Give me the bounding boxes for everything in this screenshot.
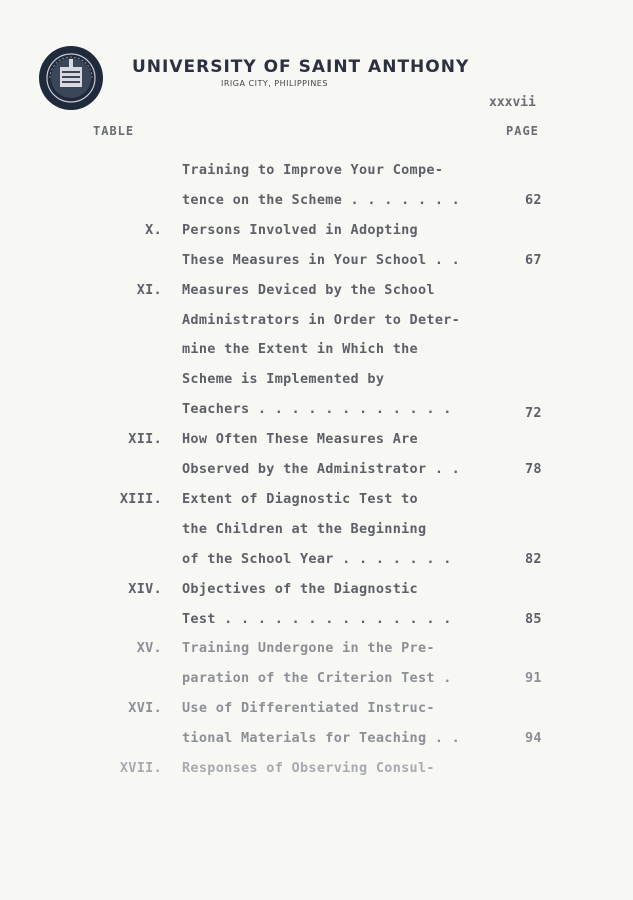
table-number: XIII.: [119, 490, 162, 507]
table-number: XVII.: [119, 760, 162, 776]
toc-page-number: 85: [525, 610, 542, 627]
toc-entry-text: Training to Improve Your Compe-: [182, 162, 444, 178]
university-seal: [38, 45, 104, 111]
toc-entry-text: Responses of Observing Consul-: [182, 760, 435, 776]
toc-page-number: 78: [525, 461, 542, 477]
toc-page-number: 62: [525, 191, 542, 208]
table-number: XIV.: [128, 580, 162, 597]
page-number: xxxvii: [489, 95, 536, 110]
toc-entry-text: Test . . . . . . . . . . . . . .: [182, 610, 452, 627]
toc-entry-text: the Children at the Beginning: [182, 520, 427, 537]
page-column-heading: PAGE: [506, 124, 539, 138]
toc-entry-text: Use of Differentiated Instruc-: [182, 700, 435, 717]
table-number: XV.: [136, 640, 162, 657]
table-number: X.: [145, 221, 162, 238]
toc-page-number: 72: [525, 405, 542, 422]
toc-entry-text: mine the Extent in Which the: [182, 341, 418, 358]
university-location: IRIGA CITY, PHILIPPINES: [221, 79, 328, 88]
toc-entry-text: tence on the Scheme . . . . . . .: [182, 191, 461, 208]
toc-entry-text: paration of the Criterion Test .: [182, 670, 452, 687]
toc-entry-text: of the School Year . . . . . . .: [182, 550, 452, 567]
toc-entry-text: Scheme is Implemented by: [182, 371, 385, 388]
toc-entry-text: How Often These Measures Are: [182, 431, 418, 448]
toc-entry-text: Administrators in Order to Deter-: [182, 311, 461, 328]
university-name: UNIVERSITY OF SAINT ANTHONY: [132, 57, 470, 77]
toc-page-number: 91: [525, 670, 542, 687]
toc-entry-text: Persons Involved in Adopting: [182, 221, 418, 238]
toc-entry-text: Teachers . . . . . . . . . . . .: [182, 401, 452, 418]
toc-entry-text: Observed by the Administrator . .: [182, 461, 461, 477]
toc-page-number: 94: [525, 730, 542, 747]
table-number: XII.: [128, 431, 162, 448]
table-number: XVI.: [128, 700, 162, 717]
toc-entry-text: Objectives of the Diagnostic: [182, 580, 418, 597]
toc-page-number: 67: [525, 251, 542, 268]
toc-entry-text: tional Materials for Teaching . .: [182, 730, 461, 747]
table-number: XI.: [136, 281, 162, 298]
toc-entry-text: Training Undergone in the Pre-: [182, 640, 435, 657]
toc-page-number: 82: [525, 550, 542, 567]
toc-entry-text: Measures Deviced by the School: [182, 281, 435, 298]
toc-entry-text: Extent of Diagnostic Test to: [182, 490, 418, 507]
toc-entry-text: These Measures in Your School . .: [182, 251, 461, 268]
table-column-heading: TABLE: [93, 124, 135, 138]
